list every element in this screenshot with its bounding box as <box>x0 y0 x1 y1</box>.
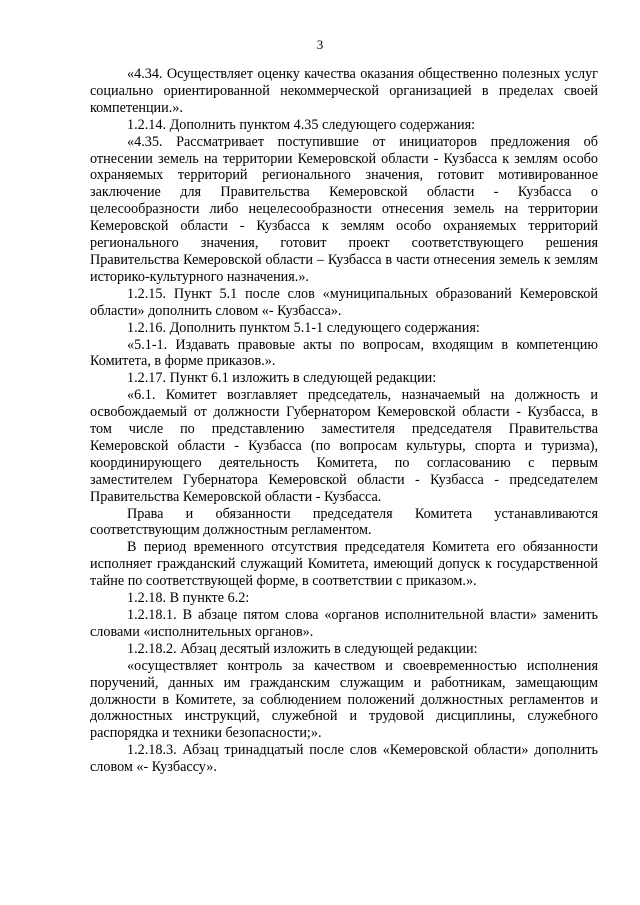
paragraph-4-34: «4.34. Осуществляет оценку качества оказания общественно полезных услуг социально ориентированной некоммерческой организацией в пределах своей компетенции.». <box>90 66 598 116</box>
paragraph-control-duties: «осуществляет контроль за качеством и своевременностью исполнения поручений, данных им гражданским служащим и работникам, замещающим должности в Комитете, за соблюдением положений должностных регламентов и должностных инструкций, служебной и трудовой дисциплины, служебного распорядка и техники безопасности;». <box>90 657 598 742</box>
paragraph-4-35: «4.35. Рассматривает поступившие от инициаторов предложения об отнесении земель на территории Кемеровской области - Кузбасса к землям особо охраняемых территорий регионального значения, готовит мотивированное заключение для Правительства Кемеровской области - Кузбасса о целесообразности либо нецелесообразности отнесения земель на территории Кемеровской области - Кузбасса к землям особо охраняемых территорий регионального значения, готовит проект соответствующего решения Правительства Кемеровской области – Кузбасса в части отнесения земель к землям историко-культурного назначения.». <box>90 133 598 285</box>
paragraph-6-1: «6.1. Комитет возглавляет председатель, назначаемый на должность и освобождаемый от должности Губернатором Кемеровской области - Кузбасса, в том числе по представлению заместителя председателя Правительства Кемеровской области - Кузбасса (по вопросам культуры, спорта и туризма), координирующего деятельность Комитета, по согласованию с первым заместителем Губернатора Кемеровской области - Кузбасса - председателем Правительства Кемеровской области - Кузбасса. <box>90 387 598 505</box>
paragraph-1-2-18-2: 1.2.18.2. Абзац десятый изложить в следующей редакции: <box>127 640 478 657</box>
paragraph-1-2-14: 1.2.14. Дополнить пунктом 4.35 следующего содержания: <box>127 116 476 133</box>
paragraph-1-2-18-1: 1.2.18.1. В абзаце пятом слова «органов исполнительной власти» заменить словами «исполнительных органов». <box>90 607 598 640</box>
paragraph-1-2-18: 1.2.18. В пункте 6.2: <box>127 590 250 607</box>
paragraph-1-2-16: 1.2.16. Дополнить пунктом 5.1-1 следующего содержания: <box>127 319 480 336</box>
paragraph-5-1-1: «5.1-1. Издавать правовые акты по вопросам, входящим в компетенцию Комитета, в форме приказов.». <box>90 336 598 370</box>
paragraph-chairman-rights: Права и обязанности председателя Комитета устанавливаются соответствующим должностным регламентом. <box>90 505 598 539</box>
document-body <box>90 66 598 776</box>
paragraph-chairman-absence: В период временного отсутствия председателя Комитета его обязанности исполняет гражданский служащий Комитета, имеющий допуск к государственной тайне по соответствующей форме, в соответствии с приказом.». <box>90 539 598 590</box>
paragraph-1-2-17: 1.2.17. Пункт 6.1 изложить в следующей редакции: <box>127 370 437 387</box>
paragraph-1-2-18-3: 1.2.18.3. Абзац тринадцатый после слов «Кемеровской области» дополнить словом «- Кузбассу». <box>90 742 598 776</box>
page-number: 3 <box>316 37 324 52</box>
paragraph-1-2-15: 1.2.15. Пункт 5.1 после слов «муниципальных образований Кемеровской области» дополнить словом «- Кузбасса». <box>90 285 598 319</box>
